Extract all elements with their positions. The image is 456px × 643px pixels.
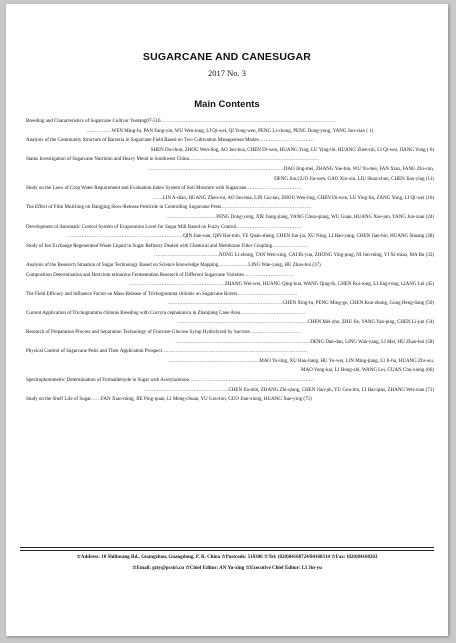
journal-page bbox=[6, 4, 448, 636]
footer-editor-line: ☆Email: gzty@pcsiri.cn ☆Chief Editor: AN Yu-xing ☆Executive Chief Editor: LI Jin-yu bbox=[132, 566, 322, 571]
contents-line: Analysis of the Community Structure of Bacteria in Sugarcane Field Based on Two Cultivation Management Modes…………………………… bbox=[26, 138, 314, 144]
contents-line: ……………WEN Ming-fu, PAN Fang-yin, WU Wen-long, LI Qi-wei, QI Yong-wen, PENG Li-chong, PENG Dong-yong, YANG Jun-xian ( 1) bbox=[86, 128, 374, 134]
contents-line: Status Investigation of Sugarcane Nutrition and Heavy Metal in Southwest China…………………………………………………………………… bbox=[26, 157, 319, 163]
contents-line: Study on the Laws of Crop Water Requirement and Evaluation Index System of Soil Moisture with Sugarcane…………………………… bbox=[26, 186, 302, 192]
contents-line: Physical Control of Sugarcane Pests and Their Application Prospect…………………………………………………………………………… bbox=[26, 349, 307, 355]
contents-line: SHEN Da-chun, ZHOU Wen-ling, AO Jun-hua, CHEN Di-wen, HUANG Ying, LU Ying-lin, HUANG Zhen-rui, LI Qi-wei, JIANG Yong ( 6) bbox=[150, 147, 434, 153]
contents-line: Development of Automatic Control System of Evaporation Level for Sugar Mill Based on Fuzzy Control………………………………… bbox=[26, 224, 302, 230]
contents-line: ……………………………………………CHEN Jia-min, ZHANG Zhi-qiang, CHEN Jian-jin, YU Gou-bin, LI Hai-qiao, ZHANG Wei-xian (71) bbox=[143, 387, 434, 393]
contents-line: ……LIN A-dian, HUANG Zhen-rui, AO Jun-hua, LIN Cui-lan, ZHOU Wen-ling, CHEN Di-wen, LU Ying-lin, ZANG Yong, LI Qi-wei (16) bbox=[152, 195, 434, 201]
issue-number: 2017 No. 3 bbox=[207, 68, 246, 78]
contents-line: …………………………PENG Dong-yong, XIE Jiang-jiang, YANG Chun-qiang, WU Guan, HUANG Xue-jun, YANG Jun-xian (24) bbox=[166, 214, 434, 220]
contents-line: ………………………………………………MAO Yu-ling, XU Han-liang, HU Yu-wei, LIN Ming-jiang, LI Ji-hu, HUANG Zhi-wu, bbox=[169, 358, 434, 364]
contents-line: Analysis of the Research Situation of Sugar Technology Based on Science Knowledge Mapping………………LING Wan-yang, HU Zhao-hui (37) bbox=[26, 262, 321, 268]
contents-line: ……………………………………………………………QIN Jian-nan, QIN Hai-min, YE Quan-sheng, CHEN Jun-jia, XU Ning, LI Hao-yang, CHEN Jian-bin, HUANG Shuang (28) bbox=[68, 234, 434, 240]
contents-line: Current Application of Trichogramma chilonis Breeding with Corcyra cephalonica in Zhanjiang Cane Area………………………………… bbox=[26, 310, 306, 316]
contents-line: ………………………………………………………………………DAO Jing-mei, ZHANG Yue-bin, WU Yu-mei, FAN Xian, FANG Zhi-cun, bbox=[148, 166, 434, 172]
contents-line: ……………………………………………………………CHEN Xing-fu, PENG Ming-ge, CHEN Kun-zhong, Gong Heng-liang (50) bbox=[167, 301, 434, 307]
contents-line: ……………………………………………………………………CHEN Mei-zhu, ZHU Jie, YANG Yan-ping, CHEN Li-jun (54) bbox=[177, 320, 434, 326]
contents-line: Spectrophotometric Determination of Formaldehyde in Sugar with Acetylacetone………………………………………………………………… bbox=[26, 378, 314, 384]
contents-list bbox=[26, 117, 434, 405]
contents-line: Research of Preparation Process and Separation Technology of Fructose-Glucose Syrup Hydrolyzed by Sucrose………………………… bbox=[26, 330, 300, 336]
contents-line: …………………………………………………ZHANG Wei-wei, HUANG Qing-hua, WANG Qing-fu, CHEN Rui-rong, LI Jing-rong, LIANG Lei (45) bbox=[129, 282, 434, 288]
contents-line: ………………………………………………………………………DENG Dan-dan, LING Wan-yang, LI Mei, HU Zhao-hui (58) bbox=[175, 339, 434, 345]
contents-line: MAO Yong-kai, LI Hong-zhi, WANG Lei, GUAN Chu-xiong (66) bbox=[301, 368, 434, 374]
footer-divider-thick bbox=[20, 547, 434, 548]
contents-line: The Effect of Film Mulching on Dangjing Slow-Release Pesticide in Controlling Sugarcane Pests……………………………………………… bbox=[26, 205, 312, 211]
contents-line: Study of Ion Exchange Regenerated Waste Liquid in Sugar Refinery Dealed with Chemical and Membrane Filter Coupling………………… bbox=[26, 243, 308, 249]
footer-contact-line: ☆Address: 10 Shilinsang Rd., Guangzhou, Guangdong, P. R. China ☆Postcode: 510306 ☆Tel: (020)84168724/84168314 ☆Fax: (020)84168263 bbox=[76, 555, 378, 560]
contents-line: Composition Determination and Hericium erinaceus Fermentation Research of Different Sugarcane Varieties………………………… bbox=[26, 272, 294, 278]
contents-line: Study on the Shelf Life of Sugar……FAN Xiao-ming, JIE Ping-quan, LI Meng-chuan, YU Gou-bin, GUO Jian-xiong, HUANG Xue-ying (75) bbox=[26, 397, 312, 403]
contents-line: The Field Efficacy and Influence Factor on Mass-Release of Trichogramma chilonis on Sugarcane Borers……………………………… bbox=[26, 291, 298, 297]
contents-line: Breeding and Characteristics of Sugarcane Cultivar Yuetang07-516…………………………………………………………………………………………… bbox=[26, 119, 336, 124]
contents-heading: Main Contents bbox=[194, 99, 260, 110]
contents-line: …………………………………NONG Li-zhong, TAN Wen-xing, CAI Bi-yun, ZHONG Ying-ping, NI Jun-ming, YI Xi-miao, MA Bu (32) bbox=[153, 253, 434, 259]
journal-title: SUGARCANE AND CANESUGAR bbox=[142, 51, 312, 63]
footer-divider-thin bbox=[20, 550, 434, 551]
contents-line: DENG Jun,GUO Jia-wen, GAO Xin-xin, LIU Shao-chun, CHEN Jian-ying (11) bbox=[274, 176, 434, 182]
